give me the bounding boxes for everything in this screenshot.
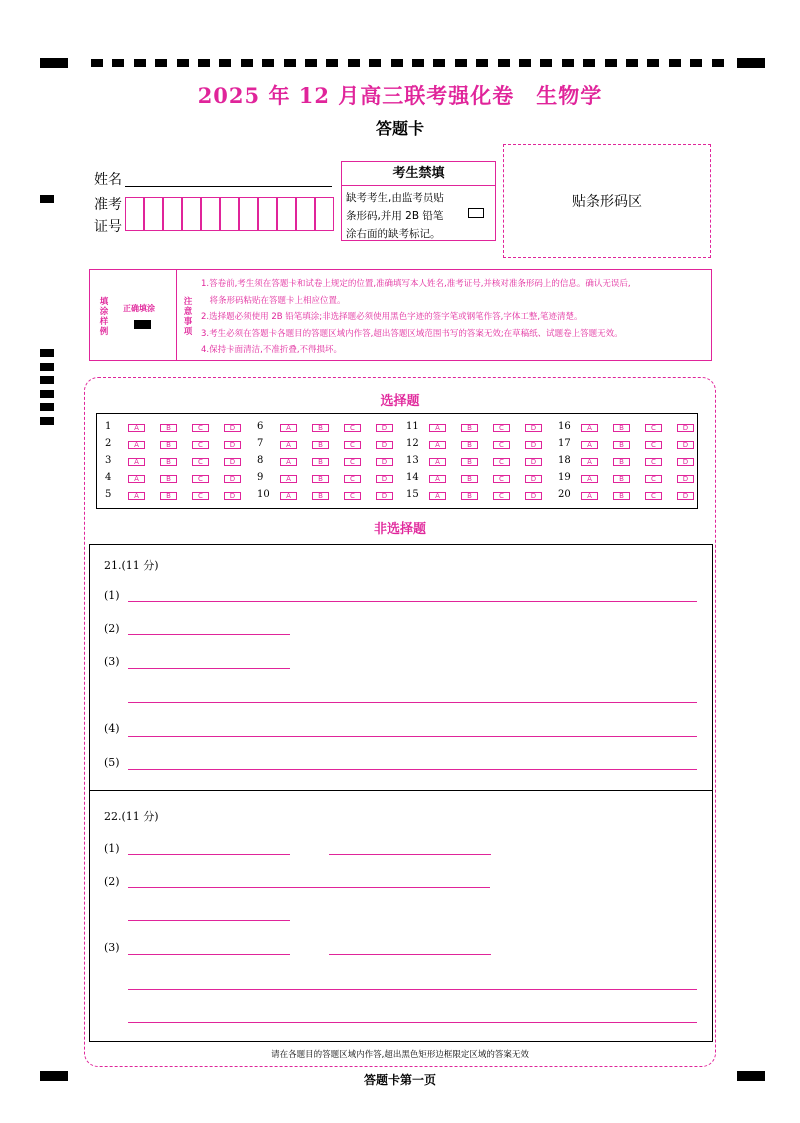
- answer-bubble-b[interactable]: B: [160, 475, 177, 483]
- timing-mark: [476, 59, 488, 67]
- notice-rules: [201, 276, 706, 359]
- rule-4: 4.保持卡面清洁,不准折叠,不得损坏。: [201, 345, 343, 355]
- timing-mark: [241, 59, 253, 67]
- answer-bubble-b[interactable]: B: [613, 458, 630, 466]
- q21-heading: 21.(11 分): [104, 559, 159, 572]
- question-number: 1: [105, 421, 112, 432]
- timing-mark: [177, 59, 189, 67]
- answer-bubble-d[interactable]: D: [525, 475, 542, 483]
- timing-mark: [284, 59, 296, 67]
- answer-bubble-b[interactable]: B: [461, 492, 478, 500]
- answer-bubble-d[interactable]: D: [376, 424, 393, 432]
- answer-bubble-a[interactable]: A: [280, 424, 297, 432]
- page-title: 2025 年 12 月高三联考强化卷 生物学: [197, 83, 603, 108]
- q22-part-3: (3): [104, 941, 120, 954]
- timing-mark: [262, 59, 274, 67]
- question-number: 2: [105, 438, 112, 449]
- id-digit-box[interactable]: [239, 197, 258, 231]
- timing-mark: [219, 59, 231, 67]
- choice-grid: [96, 413, 698, 509]
- q21-answer-line-3b[interactable]: [128, 702, 697, 703]
- id-label-2: 证号: [94, 219, 122, 235]
- answer-bubble-a[interactable]: A: [280, 492, 297, 500]
- answer-bubble-a[interactable]: A: [581, 458, 598, 466]
- answer-bubble-b[interactable]: B: [613, 475, 630, 483]
- question-number: 20: [558, 489, 571, 500]
- timing-mark: [455, 59, 467, 67]
- id-label-1: 准考: [94, 197, 122, 213]
- answer-bubble-d[interactable]: D: [525, 458, 542, 466]
- timing-mark: [348, 59, 360, 67]
- answer-bubble-c[interactable]: C: [493, 458, 510, 466]
- timing-mark: [540, 59, 552, 67]
- choice-title: 选择题: [380, 394, 420, 409]
- q21-part-4: (4): [104, 722, 120, 735]
- page-footer: 答题卡第一页: [363, 1073, 436, 1087]
- question-number: 6: [257, 421, 264, 432]
- timing-mark: [305, 59, 317, 67]
- id-digit-box[interactable]: [125, 197, 144, 231]
- id-digit-box[interactable]: [144, 197, 163, 231]
- answer-bubble-a[interactable]: A: [128, 424, 145, 432]
- timing-mark: [669, 59, 681, 67]
- answer-bubble-b[interactable]: B: [613, 492, 630, 500]
- answer-bubble-c[interactable]: C: [493, 475, 510, 483]
- answer-bubble-a[interactable]: A: [429, 424, 446, 432]
- q22-answer-line-3d[interactable]: [128, 1022, 697, 1023]
- q21-part-2: (2): [104, 622, 120, 635]
- barcode-area: 贴条形码区: [503, 144, 711, 258]
- q21-answer-line-1[interactable]: [128, 601, 697, 602]
- q21-answer-line-2[interactable]: [128, 634, 290, 635]
- id-digit-box[interactable]: [258, 197, 277, 231]
- answer-bubble-a[interactable]: A: [280, 458, 297, 466]
- footer-note: 请在各题目的答题区域内作答,超出黑色矩形边框限定区域的答案无效: [271, 1050, 529, 1060]
- timing-mark: [712, 59, 724, 67]
- answer-bubble-c[interactable]: C: [493, 441, 510, 449]
- absent-mark-bubble[interactable]: [468, 208, 484, 218]
- question-number: 18: [558, 455, 571, 466]
- answer-bubble-b[interactable]: B: [160, 492, 177, 500]
- timing-mark: [134, 59, 146, 67]
- id-digit-box[interactable]: [163, 197, 182, 231]
- answer-bubble-a[interactable]: A: [429, 492, 446, 500]
- q22-heading: 22.(11 分): [104, 810, 159, 823]
- timing-mark: [583, 59, 595, 67]
- answer-bubble-c[interactable]: C: [344, 492, 361, 500]
- question-number: 7: [257, 438, 264, 449]
- answer-bubble-d[interactable]: D: [677, 441, 694, 449]
- timing-mark: [391, 59, 403, 67]
- answer-bubble-b[interactable]: B: [613, 441, 630, 449]
- corner-mark-top-right: [737, 58, 765, 68]
- q21-part-1: (1): [104, 589, 120, 602]
- timing-mark: [198, 59, 210, 67]
- notes-label: 注 意 事 项: [183, 297, 193, 337]
- answer-bubble-d[interactable]: D: [376, 492, 393, 500]
- q22-answer-line-3b[interactable]: [329, 954, 491, 955]
- answer-bubble-d[interactable]: D: [677, 458, 694, 466]
- answer-bubble-a[interactable]: A: [128, 475, 145, 483]
- answer-bubble-a[interactable]: A: [429, 458, 446, 466]
- timing-mark: [562, 59, 574, 67]
- answer-bubble-b[interactable]: B: [160, 424, 177, 432]
- answer-bubble-d[interactable]: D: [224, 475, 241, 483]
- answer-bubble-a[interactable]: A: [429, 441, 446, 449]
- fill-example-cell: [90, 270, 177, 360]
- name-field[interactable]: [125, 186, 332, 187]
- id-digit-box[interactable]: [277, 197, 296, 231]
- q22-answer-line-3c[interactable]: [128, 989, 697, 990]
- timing-mark: [519, 59, 531, 67]
- q21-part-5: (5): [104, 756, 120, 769]
- q21-answer-line-4[interactable]: [128, 736, 697, 737]
- answer-bubble-a[interactable]: A: [280, 441, 297, 449]
- answer-bubble-b[interactable]: B: [613, 424, 630, 432]
- answer-bubble-d[interactable]: D: [376, 475, 393, 483]
- corner-mark-top-left: [40, 58, 68, 68]
- answer-bubble-d[interactable]: D: [224, 441, 241, 449]
- answer-bubble-c[interactable]: C: [493, 424, 510, 432]
- answer-bubble-b[interactable]: B: [461, 424, 478, 432]
- answer-bubble-a[interactable]: A: [280, 475, 297, 483]
- side-mark: [40, 376, 54, 384]
- answer-bubble-b[interactable]: B: [312, 458, 329, 466]
- question-number: 3: [105, 455, 112, 466]
- rule-2: 2.选择题必须使用 2B 铅笔填涂;非选择题必须使用黑色字迹的签字笔或钢笔作答,字体工整,笔迹清楚。: [201, 312, 583, 322]
- rule-1b: 将条形码粘贴在答题卡上相应位置。: [201, 295, 346, 306]
- answer-bubble-d[interactable]: D: [224, 458, 241, 466]
- answer-bubble-d[interactable]: D: [224, 492, 241, 500]
- question-number: 13: [406, 455, 419, 466]
- timing-mark: [91, 59, 103, 67]
- timing-mark: [626, 59, 638, 67]
- side-mark: [40, 417, 54, 425]
- id-digit-box[interactable]: [296, 197, 315, 231]
- correct-fill-label: 正确填涂: [123, 304, 155, 313]
- correct-fill-sample: [134, 320, 151, 329]
- q22-part-2: (2): [104, 875, 120, 888]
- answer-bubble-d[interactable]: D: [224, 424, 241, 432]
- notice-box: [89, 269, 712, 361]
- answer-bubble-d[interactable]: D: [525, 492, 542, 500]
- side-mark: [40, 349, 54, 357]
- q22-answer-line-2a[interactable]: [128, 887, 490, 888]
- answer-bubble-c[interactable]: C: [645, 475, 662, 483]
- id-digit-box[interactable]: [315, 197, 334, 231]
- answer-bubble-b[interactable]: B: [312, 475, 329, 483]
- question-number: 12: [406, 438, 419, 449]
- question-number: 11: [406, 421, 419, 432]
- timing-mark: [433, 59, 445, 67]
- answer-bubble-d[interactable]: D: [525, 441, 542, 449]
- answer-bubble-c[interactable]: C: [344, 424, 361, 432]
- absent-text-3: 涂右面的缺考标记。: [346, 228, 441, 240]
- q22-answer-line-2b[interactable]: [128, 920, 290, 921]
- answer-bubble-d[interactable]: D: [525, 424, 542, 432]
- question-number: 15: [406, 489, 419, 500]
- answer-bubble-b[interactable]: B: [461, 441, 478, 449]
- answer-bubble-b[interactable]: B: [160, 458, 177, 466]
- answer-bubble-c[interactable]: C: [344, 475, 361, 483]
- timing-mark: [112, 59, 124, 67]
- answer-bubble-d[interactable]: D: [677, 492, 694, 500]
- answer-bubble-c[interactable]: C: [493, 492, 510, 500]
- timing-mark: [605, 59, 617, 67]
- absent-text-1: 缺考考生,由监考员贴: [346, 192, 444, 204]
- question-number: 4: [105, 472, 112, 483]
- question-number: 17: [558, 438, 571, 449]
- answer-bubble-b[interactable]: B: [461, 475, 478, 483]
- answer-bubble-c[interactable]: C: [344, 458, 361, 466]
- side-mark: [40, 363, 54, 371]
- answer-bubble-c[interactable]: C: [192, 424, 209, 432]
- q22-answer-line-3a[interactable]: [128, 954, 290, 955]
- id-digit-box[interactable]: [201, 197, 220, 231]
- rule-3: 3.考生必须在答题卡各题目的答题区域内作答,超出答题区域范围书写的答案无效;在草稿纸、试题卷上答题无效。: [201, 328, 623, 339]
- question-number: 14: [406, 472, 419, 483]
- answer-bubble-a[interactable]: A: [128, 492, 145, 500]
- timing-mark: [690, 59, 702, 67]
- answer-bubble-a[interactable]: A: [128, 458, 145, 466]
- question-number: 10: [257, 489, 270, 500]
- answer-bubble-a[interactable]: A: [581, 475, 598, 483]
- answer-bubble-c[interactable]: C: [192, 475, 209, 483]
- timing-mark: [647, 59, 659, 67]
- q22-answer-line-1b[interactable]: [329, 854, 491, 855]
- absent-title: 考生禁填: [342, 162, 495, 186]
- question-number: 5: [105, 489, 112, 500]
- q22-answer-line-1a[interactable]: [128, 854, 290, 855]
- answer-bubble-c[interactable]: C: [192, 458, 209, 466]
- answer-bubble-a[interactable]: A: [429, 475, 446, 483]
- nonchoice-title: 非选择题: [373, 522, 426, 537]
- answer-bubble-a[interactable]: A: [128, 441, 145, 449]
- id-digit-box[interactable]: [182, 197, 201, 231]
- answer-box-22: [89, 790, 713, 1042]
- timing-mark: [498, 59, 510, 67]
- answer-bubble-c[interactable]: C: [645, 424, 662, 432]
- question-number: 9: [257, 472, 264, 483]
- answer-bubble-c[interactable]: C: [344, 441, 361, 449]
- answer-bubble-d[interactable]: D: [376, 458, 393, 466]
- q22-part-1: (1): [104, 842, 120, 855]
- timing-mark: [155, 59, 167, 67]
- name-label: 姓名: [94, 172, 122, 188]
- answer-bubble-a[interactable]: A: [581, 424, 598, 432]
- q21-part-3: (3): [104, 655, 120, 668]
- answer-bubble-d[interactable]: D: [376, 441, 393, 449]
- answer-bubble-c[interactable]: C: [645, 441, 662, 449]
- answer-bubble-d[interactable]: D: [677, 475, 694, 483]
- timing-mark: [369, 59, 381, 67]
- absent-text-2: 条形码,并用 2B 铅笔: [346, 210, 444, 222]
- answer-bubble-b[interactable]: B: [461, 458, 478, 466]
- answer-bubble-a[interactable]: A: [581, 441, 598, 449]
- answer-bubble-c[interactable]: C: [645, 458, 662, 466]
- q21-answer-line-5[interactable]: [128, 769, 697, 770]
- question-number: 8: [257, 455, 264, 466]
- answer-bubble-c[interactable]: C: [645, 492, 662, 500]
- fill-example-label: 填 涂 样 例: [99, 297, 109, 337]
- answer-bubble-b[interactable]: B: [312, 441, 329, 449]
- timing-mark: [412, 59, 424, 67]
- question-number: 16: [558, 421, 571, 432]
- answer-bubble-c[interactable]: C: [192, 492, 209, 500]
- question-number: 19: [558, 472, 571, 483]
- answer-bubble-b[interactable]: B: [312, 424, 329, 432]
- rule-1: 1.答卷前,考生须在答题卡和试卷上规定的位置,准确填写本人姓名,准考证号,并核对准条形码上的信息。确认无误后,: [201, 279, 631, 289]
- page-subtitle: 答题卡: [375, 119, 424, 138]
- answer-bubble-d[interactable]: D: [677, 424, 694, 432]
- id-digit-box[interactable]: [220, 197, 239, 231]
- absent-box: [341, 161, 496, 241]
- answer-bubble-b[interactable]: B: [160, 441, 177, 449]
- answer-box-21: [89, 544, 713, 791]
- q21-answer-line-3a[interactable]: [128, 668, 290, 669]
- timing-mark: [326, 59, 338, 67]
- answer-bubble-c[interactable]: C: [192, 441, 209, 449]
- answer-bubble-b[interactable]: B: [312, 492, 329, 500]
- side-mark: [40, 195, 54, 203]
- answer-bubble-a[interactable]: A: [581, 492, 598, 500]
